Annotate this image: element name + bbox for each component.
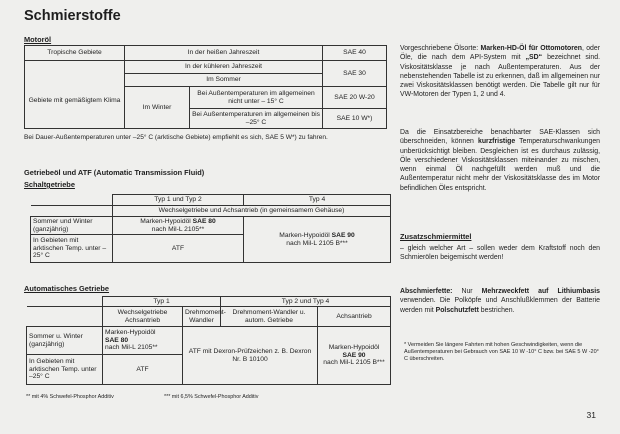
aussentemp-normal: Bei Außentemperaturen im allgemeinen nicht unter – 15° C — [190, 87, 323, 109]
hypoid-sae90-cell — [244, 217, 391, 263]
auto-hypoid80-cell — [103, 327, 183, 355]
zusatz-text: – gleich welcher Art – sollen weder dem Kraftstoff noch den Schmierölen beigemischt werden! — [400, 245, 600, 262]
sommer-und-winter: Sommer und Winter (ganzjährig) — [31, 217, 113, 235]
heisse-jahreszeit: In der heißen Jahreszeit — [125, 46, 323, 61]
page-number: 31 — [586, 410, 596, 420]
zusatz-paragraph — [400, 244, 600, 263]
motoroel-footnote: Bei Dauer-Außentemperaturen unter –25° C (arktische Gebiete) empfiehlt es sich, SAE 5 W*) zu fahren. — [24, 134, 328, 141]
auto-arktische-gebiete: In Gebieten mit arktischen Temp. unter –25° C — [27, 355, 103, 385]
auto-hyp90-label: Marken-Hypoidöl — [328, 344, 380, 352]
auto-achsantrieb: Achsantrieb — [318, 307, 391, 327]
abschm-f: bestrichen. — [478, 306, 515, 314]
auto-hyp90-norm: nach Mil-L 2105 B*** — [323, 359, 385, 367]
auto-hyp90-sae: SAE 90 — [342, 351, 366, 359]
sae-20w-20: SAE 20 W-20 — [323, 87, 387, 109]
kuehle-jahreszeit: In der kühleren Jahreszeit — [125, 61, 323, 74]
zusatz-heading: Zusatzschmiermittel — [400, 232, 472, 241]
auto-drehmoment-getriebe: Drehmoment-Wandler u. autom. Getriebe — [221, 307, 318, 327]
hypoid80-norm: nach Mil-L 2105** — [151, 225, 205, 233]
wechselgetriebe-achsantrieb: Wechselgetriebe und Achsantrieb (in gemeinsamem Gehäuse) — [113, 206, 391, 217]
abschm-e: Polschutzfett — [435, 306, 479, 314]
abschm-c: Mehrzweckfett auf Lithiumbasis — [481, 288, 600, 295]
typ-4: Typ 4 — [244, 195, 391, 206]
hypoid90-label: Marken-Hypoidöl — [279, 231, 330, 239]
hypoid80-sae: SAE 80 — [192, 217, 216, 225]
gemaessigtes-klima: Gebiete mit gemäßigtem Klima — [25, 74, 125, 129]
im-sommer: Im Sommer — [125, 74, 323, 87]
p2-b: kurzfristige — [478, 138, 516, 146]
arktische-gebiete: In Gebieten mit arktischen Temp. unter –25° C — [31, 235, 113, 263]
auto-hyp80-label: Marken-Hypoidöl — [105, 329, 156, 337]
page-title: Schmierstoffe — [24, 8, 121, 24]
sae-30: SAE 30 — [323, 61, 387, 87]
schaltgetriebe-table — [30, 194, 391, 263]
automatik-footnote-1: ** mit 4% Schwefel-Phosphor Additiv — [26, 394, 114, 400]
hypoid-sae80-cell — [113, 217, 244, 235]
sae-10w: SAE 10 W*) — [323, 109, 387, 129]
auto-drehmoment-wandler: Drehmoment-Wandler — [183, 307, 221, 327]
im-winter: Im Winter — [125, 87, 190, 129]
sae-40: SAE 40 — [323, 46, 387, 61]
motoroel-table — [24, 45, 387, 129]
p1-c: , oder Öle, die nach dem API-System mit — [400, 45, 600, 62]
motoroel-heading: Motoröl — [24, 35, 52, 44]
auto-hyp80-norm: nach Mil-L 2105** — [105, 344, 158, 352]
auto-wechsel-achsantrieb: Wechselgetriebe Achsantrieb — [103, 307, 183, 327]
p1-e: bezeichnet sind. Viskositätsklasse je nach Außentemperaturen. Aus der nebenstehenden Tabelle ist zu erkennen, daß im allgemeinen nur zwei Viskositätsklassen benötigt werden. Die Tabelle gilt nur für VW-Motoren der Typen 1, 2 und 4. — [400, 54, 600, 99]
p2-c: Temperaturschwankungen unberücksichtigt bleiben. Desgleichen ist es durchaus zulässig, Öle verschiedener Viskositätsklassen miteinander zu mischen, wenn einmal Öl nachgefüllt werden muß und die Außentemperatur nicht mehr der Viskositätsklasse des im Motor befindlichen Öles entspricht. — [400, 138, 601, 192]
auto-atf: ATF — [103, 355, 183, 385]
tropische-gebiete: Tropische Gebiete — [25, 46, 125, 61]
oelsorte-paragraph — [400, 44, 600, 100]
abschm-d: verwenden. Die Polköpfe und Anschlußklemmen der Batterie werden mit — [400, 297, 600, 314]
auto-hypoid90-cell — [318, 327, 391, 385]
auto-atf-dexron: ATF mit Dexron-Prüfzeichen z. B. Dexron Nr. B 10100 — [183, 327, 318, 385]
automatik-table — [26, 296, 391, 385]
schaltgetriebe-heading: Schaltgetriebe — [24, 180, 75, 189]
auto-hyp80-sae: SAE 80 — [105, 336, 129, 344]
hypoid90-sae: SAE 90 — [331, 231, 355, 239]
automatik-footnote-2: *** mit 6,5% Schwefel-Phosphor Additiv — [164, 394, 259, 400]
abschm-a: Abschmierfette: — [400, 288, 453, 295]
p1-a: Vorgeschriebene Ölsorte: — [400, 45, 481, 52]
right-footnote: * Vermeiden Sie längere Fahrten mit hohen Geschwindigkeiten, wenn die Außentemperaturen bei Gebrauch von SAE 10 W -10° C bzw. bei SAE 5 W -20° C überschreiten. — [404, 342, 599, 362]
abschm-b: Nur — [452, 288, 482, 295]
sae-klassen-paragraph — [400, 128, 600, 193]
hypoid90-norm: nach Mil-L 2105 B*** — [286, 239, 348, 247]
auto-typ-2-4: Typ 2 und Typ 4 — [221, 297, 391, 307]
abschmierfette-paragraph — [400, 287, 600, 315]
aussentemp-kalt: Bei Außentemperaturen im allgemeinen bis –25° C — [190, 109, 323, 129]
p1-b: Marken-HD-Öl für Ottomotoren — [480, 45, 582, 52]
hypoid80-label: Marken-Hypoidöl — [140, 217, 191, 225]
p2-a: Da die Einsatzbereiche benachbarter SAE-Klassen sich überschneiden, können — [400, 129, 600, 146]
getriebe-heading: Getriebeöl und ATF (Automatic Transmission Fluid) — [24, 168, 205, 177]
atf-cell: ATF — [113, 235, 244, 263]
typ-1-und-2: Typ 1 und Typ 2 — [113, 195, 244, 206]
auto-typ-1: Typ 1 — [103, 297, 221, 307]
auto-sommer-winter: Sommer u. Winter (ganzjährig) — [27, 327, 103, 355]
automatik-heading: Automatisches Getriebe — [24, 284, 110, 293]
p1-d: „SD“ — [525, 54, 543, 62]
